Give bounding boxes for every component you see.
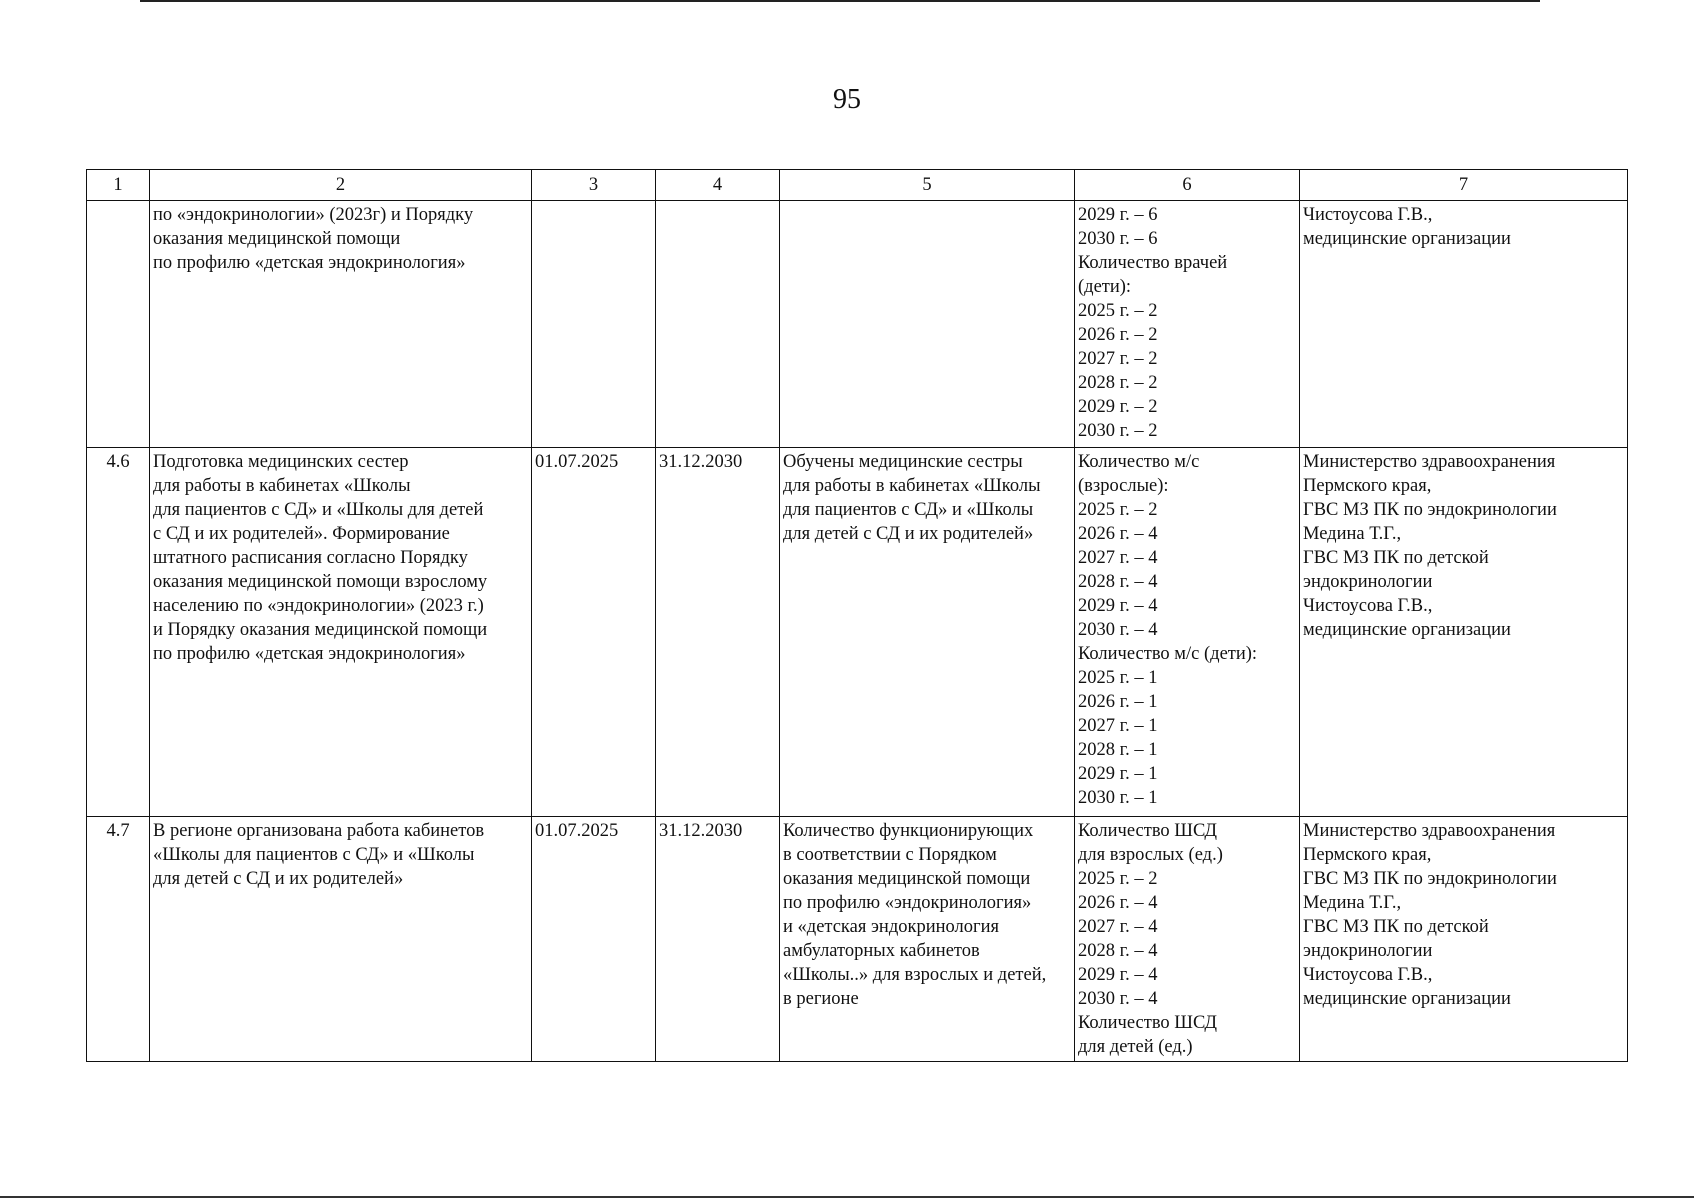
- responsible-cell: [1300, 201, 1628, 448]
- cell-text-line: с СД и их родителей». Формирование: [153, 524, 450, 544]
- table-row: [87, 448, 1628, 817]
- cell-text-line: 2030 г. – 2: [1078, 421, 1158, 441]
- cell-text-line: 2030 г. – 1: [1078, 788, 1158, 808]
- measure-cell: [150, 201, 532, 448]
- cell-text-line: 2027 г. – 4: [1078, 917, 1158, 937]
- cell-text-line: для работы в кабинетах «Школы: [153, 476, 411, 496]
- header-cell-5: 5: [780, 170, 1075, 201]
- cell-text-line: Пермского края,: [1303, 476, 1432, 496]
- cell-text-line: 2025 г. – 2: [1078, 301, 1158, 321]
- header-cell-6: 6: [1075, 170, 1300, 201]
- top-rule: [140, 0, 1540, 2]
- cell-text-line: В регионе организована работа кабинетов: [153, 821, 485, 841]
- end-date-cell: [656, 201, 780, 448]
- page-number: 95: [833, 84, 861, 115]
- cell-text-line: медицинские организации: [1303, 989, 1511, 1009]
- cell-text-line: «Школы..» для взрослых и детей,: [783, 965, 1047, 985]
- measure-cell: [150, 448, 532, 817]
- cell-text-line: 2028 г. – 4: [1078, 941, 1158, 961]
- header-cell-3: 3: [532, 170, 656, 201]
- header-cell-2: 2: [150, 170, 532, 201]
- cell-text-line: 2030 г. – 4: [1078, 989, 1158, 1009]
- cell-text-line: 2025 г. – 2: [1078, 869, 1158, 889]
- cell-text-line: для детей с СД и их родителей»: [783, 524, 1034, 544]
- cell-text-line: Чистоусова Г.В.,: [1303, 205, 1433, 225]
- cell-text-line: оказания медицинской помощи взрослому: [153, 572, 488, 592]
- cell-text-line: 2026 г. – 4: [1078, 893, 1158, 913]
- cell-text-line: 2029 г. – 4: [1078, 965, 1158, 985]
- cell-text-line: для детей (ед.): [1078, 1037, 1193, 1057]
- header-row: [87, 170, 1628, 201]
- cell-text-line: 2028 г. – 1: [1078, 740, 1158, 760]
- cell-text-line: для пациентов с СД» и «Школы для детей: [153, 500, 484, 520]
- responsible-cell: [1300, 448, 1628, 817]
- cell-text-line: Обучены медицинские сестры: [783, 452, 1023, 472]
- cell-text-line: 2027 г. – 1: [1078, 716, 1158, 736]
- cell-text-line: ГВС МЗ ПК по эндокринологии: [1303, 500, 1557, 520]
- responsible-cell: [1300, 817, 1628, 1062]
- end-date-cell: 31.12.2030: [656, 817, 780, 1062]
- cell-text-line: для работы в кабинетах «Школы: [783, 476, 1041, 496]
- cell-text-line: для пациентов с СД» и «Школы: [783, 500, 1034, 520]
- cell-text-line: оказания медицинской помощи: [153, 229, 401, 249]
- cell-text-line: Количество м/с (дети):: [1078, 644, 1258, 664]
- indicator-cell: [1075, 448, 1300, 817]
- header-cell-7: 7: [1300, 170, 1628, 201]
- cell-text-line: Подготовка медицинских сестер: [153, 452, 409, 472]
- cell-text-line: Чистоусова Г.В.,: [1303, 596, 1433, 616]
- item-number-cell: 4.6: [87, 448, 150, 817]
- cell-text-line: и «детская эндокринология: [783, 917, 1000, 937]
- start-date-cell: 01.07.2025: [532, 448, 656, 817]
- cell-text-line: 2026 г. – 1: [1078, 692, 1158, 712]
- cell-text-line: «Школы для пациентов с СД» и «Школы: [153, 845, 475, 865]
- cell-text-line: Количество функционирующих: [783, 821, 1034, 841]
- cell-text-line: Министерство здравоохранения: [1303, 821, 1556, 841]
- cell-text-line: по «эндокринологии» (2023г) и Порядку: [153, 205, 474, 225]
- cell-text-line: штатного расписания согласно Порядку: [153, 548, 468, 568]
- item-number-cell: [87, 201, 150, 448]
- item-number-cell: 4.7: [87, 817, 150, 1062]
- cell-text-line: по профилю «эндокринология»: [783, 893, 1032, 913]
- end-date-cell: 31.12.2030: [656, 448, 780, 817]
- cell-text-line: населению по «эндокринологии» (2023 г.): [153, 596, 484, 616]
- indicator-cell: [1075, 201, 1300, 448]
- result-cell: [780, 817, 1075, 1062]
- cell-text-line: и Порядку оказания медицинской помощи: [153, 620, 488, 640]
- cell-text-line: медицинские организации: [1303, 229, 1511, 249]
- cell-text-line: 2028 г. – 2: [1078, 373, 1158, 393]
- cell-text-line: в соответствии с Порядком: [783, 845, 997, 865]
- cell-text-line: 2029 г. – 4: [1078, 596, 1158, 616]
- indicator-cell: [1075, 817, 1300, 1062]
- table-row: [87, 201, 1628, 448]
- cell-text-line: Медина Т.Г.,: [1303, 524, 1402, 544]
- cell-text-line: (дети):: [1078, 277, 1132, 297]
- cell-text-line: 2027 г. – 4: [1078, 548, 1158, 568]
- cell-text-line: эндокринологии: [1303, 572, 1433, 592]
- cell-text-line: по профилю «детская эндокринология»: [153, 253, 466, 273]
- header-cell-4: 4: [656, 170, 780, 201]
- cell-text-line: амбулаторных кабинетов: [783, 941, 980, 961]
- cell-text-line: 2027 г. – 2: [1078, 349, 1158, 369]
- cell-text-line: медицинские организации: [1303, 620, 1511, 640]
- header-cell-1: 1: [87, 170, 150, 201]
- cell-text-line: ГВС МЗ ПК по детской: [1303, 917, 1489, 937]
- cell-text-line: Министерство здравоохранения: [1303, 452, 1556, 472]
- cell-text-line: 2026 г. – 4: [1078, 524, 1158, 544]
- result-cell: [780, 448, 1075, 817]
- cell-text-line: ГВС МЗ ПК по эндокринологии: [1303, 869, 1557, 889]
- result-cell: [780, 201, 1075, 448]
- cell-text-line: Количество врачей: [1078, 253, 1228, 273]
- cell-text-line: для взрослых (ед.): [1078, 845, 1223, 865]
- table-row: [87, 817, 1628, 1062]
- cell-text-line: по профилю «детская эндокринология»: [153, 644, 466, 664]
- bottom-rule: [0, 1196, 1694, 1198]
- plan-table: [86, 169, 1628, 1062]
- cell-text-line: 2026 г. – 2: [1078, 325, 1158, 345]
- cell-text-line: 2025 г. – 2: [1078, 500, 1158, 520]
- cell-text-line: 2030 г. – 4: [1078, 620, 1158, 640]
- cell-text-line: Количество ШСД: [1078, 1013, 1218, 1033]
- cell-text-line: (взрослые):: [1078, 476, 1169, 496]
- cell-text-line: в регионе: [783, 989, 859, 1009]
- cell-text-line: 2029 г. – 6: [1078, 205, 1158, 225]
- cell-text-line: эндокринологии: [1303, 941, 1433, 961]
- start-date-cell: [532, 201, 656, 448]
- cell-text-line: 2025 г. – 1: [1078, 668, 1158, 688]
- cell-text-line: 2030 г. – 6: [1078, 229, 1158, 249]
- start-date-cell: 01.07.2025: [532, 817, 656, 1062]
- cell-text-line: ГВС МЗ ПК по детской: [1303, 548, 1489, 568]
- cell-text-line: для детей с СД и их родителей»: [153, 869, 404, 889]
- cell-text-line: Медина Т.Г.,: [1303, 893, 1402, 913]
- cell-text-line: Количество м/с: [1078, 452, 1200, 472]
- cell-text-line: 2029 г. – 1: [1078, 764, 1158, 784]
- cell-text-line: 2029 г. – 2: [1078, 397, 1158, 417]
- cell-text-line: 2028 г. – 4: [1078, 572, 1158, 592]
- measure-cell: [150, 817, 532, 1062]
- cell-text-line: Чистоусова Г.В.,: [1303, 965, 1433, 985]
- cell-text-line: Пермского края,: [1303, 845, 1432, 865]
- cell-text-line: Количество ШСД: [1078, 821, 1218, 841]
- cell-text-line: оказания медицинской помощи: [783, 869, 1031, 889]
